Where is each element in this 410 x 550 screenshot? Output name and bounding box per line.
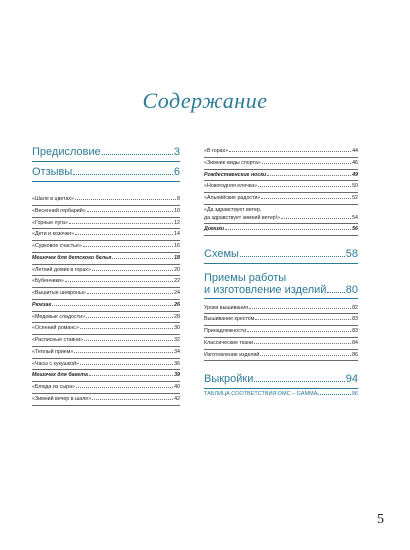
toc-item[interactable] <box>204 146 358 158</box>
dot-leader <box>80 328 173 329</box>
dot-leader <box>261 198 351 199</box>
item-page: 50 <box>352 183 358 190</box>
item-page: 40 <box>174 384 180 390</box>
item-label: «Расписные ставни» <box>32 337 84 343</box>
item-page: 44 <box>352 148 358 154</box>
dot-leader <box>83 246 173 247</box>
item-page: 30 <box>174 325 180 332</box>
item-label: «Зимний вечер в шале» <box>32 395 92 402</box>
item-page: 86 <box>352 351 358 358</box>
section-page: 3 <box>173 146 180 158</box>
item-page: 18 <box>174 254 180 261</box>
toc-item[interactable] <box>32 335 180 347</box>
dot-leader <box>80 364 173 365</box>
toc-item[interactable] <box>204 350 358 362</box>
dot-leader <box>112 258 173 259</box>
dot-leader <box>249 308 351 309</box>
section-rule <box>204 388 358 389</box>
toc-item-wind[interactable] <box>204 205 358 224</box>
item-page: 82 <box>352 304 358 311</box>
item-label-line1: «Да здравствует ветер, <box>204 206 262 213</box>
item-page: 39 <box>174 372 180 379</box>
section-label: Предисловие <box>32 146 101 158</box>
toc-item[interactable] <box>204 158 358 170</box>
item-page: 22 <box>174 278 180 285</box>
item-page: 83 <box>352 328 358 334</box>
item-label: ТАБЛИЦА СООТВЕТСТВИЯ DMC – GAMMA <box>204 391 318 398</box>
item-page: 10 <box>174 207 180 214</box>
item-page: 12 <box>174 219 180 226</box>
toc-item[interactable] <box>32 394 180 406</box>
dot-leader <box>240 256 345 257</box>
dot-leader <box>327 292 344 293</box>
item-page: 36 <box>174 360 180 367</box>
toc-item[interactable] <box>32 323 180 335</box>
toc-item[interactable] <box>32 265 180 277</box>
item-label: Принадлежности <box>204 328 247 334</box>
item-label: «Сурковое счастье» <box>32 243 82 249</box>
dot-leader <box>254 343 351 344</box>
dot-leader <box>229 151 351 152</box>
dot-leader <box>258 186 351 187</box>
item-page: 52 <box>352 195 358 201</box>
toc-item[interactable] <box>204 181 358 193</box>
dot-leader <box>69 223 173 224</box>
dot-leader <box>87 293 173 294</box>
item-label: «Осенний романс» <box>32 325 79 332</box>
item-label: «Теплый прием» <box>32 348 74 355</box>
dot-leader <box>262 163 351 164</box>
dot-leader <box>254 381 344 382</box>
toc-item[interactable] <box>204 193 358 205</box>
dot-leader <box>260 355 351 356</box>
item-page: 20 <box>174 266 180 273</box>
dot-leader <box>76 387 173 388</box>
dot-leader <box>247 331 351 332</box>
section-label: Выкройки <box>204 373 254 386</box>
toc-item[interactable] <box>32 218 180 230</box>
toc-right-column <box>204 146 358 399</box>
item-label: «Летний домик в горах» <box>32 266 91 273</box>
dot-leader <box>255 319 351 320</box>
item-label: Рождественские носки <box>204 171 267 178</box>
dot-leader <box>225 229 351 230</box>
page-number: 5 <box>377 512 384 527</box>
item-page: 96 <box>351 391 358 398</box>
dot-leader <box>89 375 173 376</box>
section-page: 80 <box>345 283 358 296</box>
item-label: Классические ткани <box>204 339 254 346</box>
toc-left-items <box>32 194 180 406</box>
item-page: 16 <box>174 243 180 249</box>
dot-leader <box>75 199 176 200</box>
toc-item[interactable] <box>32 347 180 359</box>
dot-leader <box>73 174 173 175</box>
item-page: 84 <box>352 339 358 346</box>
section-label: Схемы <box>204 247 239 260</box>
item-label: «Бубенчики» <box>32 278 64 285</box>
item-page: 56 <box>352 225 358 232</box>
dot-leader <box>65 281 173 282</box>
toc-section-reviews[interactable] <box>32 166 180 179</box>
item-page: 32 <box>174 337 180 343</box>
dot-leader <box>87 211 173 212</box>
toc-section-preface[interactable] <box>32 146 180 159</box>
toc-section-schemes[interactable] <box>204 248 358 261</box>
item-label: «Горные луга» <box>32 219 68 226</box>
item-page: 24 <box>174 290 180 296</box>
item-page: 54 <box>352 214 358 221</box>
section-label: Отзывы <box>32 166 73 178</box>
item-page: 26 <box>174 301 180 308</box>
section-page: 58 <box>345 247 358 260</box>
toc-item[interactable] <box>32 194 180 206</box>
section-label-line2: и изготовление изделий <box>204 283 327 296</box>
item-label: «Часы с кукушкой» <box>32 360 79 367</box>
item-label: Уроки вышивания <box>204 304 249 311</box>
toc-section-methods[interactable] <box>204 272 358 296</box>
toc-item[interactable] <box>32 382 180 394</box>
toc-item[interactable] <box>32 370 180 382</box>
toc-item-houses[interactable] <box>204 224 358 236</box>
page-title: Содержание <box>142 88 268 113</box>
item-page: 28 <box>174 313 180 320</box>
item-label: «Медовые сладости» <box>32 313 86 320</box>
dot-leader <box>92 270 173 271</box>
toc-section-patterns[interactable] <box>204 373 358 386</box>
toc-item[interactable] <box>32 288 180 300</box>
toc-item[interactable] <box>204 314 358 326</box>
toc-left-column <box>32 146 180 406</box>
toc-item[interactable] <box>32 276 180 288</box>
dot-leader <box>84 340 173 341</box>
toc-method-items <box>204 303 358 362</box>
dot-leader <box>281 218 351 219</box>
section-page: 94 <box>345 373 358 386</box>
item-label: Рюкзак <box>32 301 52 308</box>
toc-item-table[interactable] <box>204 390 358 399</box>
item-label: Мешочек для багета <box>32 372 88 379</box>
section-page: 6 <box>173 166 180 178</box>
dot-leader <box>86 317 173 318</box>
item-label: «Новогодняя елочка» <box>204 183 258 190</box>
item-label: «Весенний гербарий» <box>32 207 86 214</box>
item-page: 8 <box>177 196 180 202</box>
toc-item[interactable] <box>32 300 180 312</box>
item-label: Домики <box>204 225 225 232</box>
toc-item[interactable] <box>32 359 180 371</box>
toc-item[interactable] <box>204 170 358 182</box>
section-label-line1: Приемы работы <box>204 271 287 284</box>
dot-leader <box>267 175 351 176</box>
item-label: «Вышитые шевроны» <box>32 290 86 296</box>
toc-item[interactable] <box>32 253 180 265</box>
item-label: Мешочек для детского белья <box>32 254 112 261</box>
dot-leader <box>52 305 173 306</box>
dot-leader <box>102 154 173 155</box>
item-label: Изготовление изделий <box>204 351 260 358</box>
dot-leader <box>92 399 173 400</box>
toc-item[interactable] <box>32 206 180 218</box>
item-label: «Зимние виды спорта» <box>204 159 261 166</box>
toc-item[interactable] <box>204 303 358 315</box>
toc-item[interactable] <box>32 312 180 324</box>
toc-item[interactable] <box>32 229 180 241</box>
item-label: «Шале в цветах» <box>32 196 75 202</box>
item-label: «Дети и козочки» <box>32 231 75 238</box>
dot-leader <box>74 352 173 353</box>
item-label: «В горах» <box>204 148 229 154</box>
toc-right-items <box>204 146 358 205</box>
toc-item[interactable] <box>32 241 180 253</box>
item-label: «Альпийские радости» <box>204 195 261 201</box>
item-label: «Блюда из сыра» <box>32 384 75 390</box>
item-page: 42 <box>174 395 180 402</box>
item-page: 83 <box>352 316 358 323</box>
item-page: 14 <box>174 231 180 238</box>
item-label: Вышивание крестом <box>204 316 255 323</box>
toc-item[interactable] <box>204 338 358 350</box>
dot-leader <box>75 234 173 235</box>
item-page: 34 <box>174 348 180 355</box>
item-page: 46 <box>352 159 358 166</box>
dot-leader <box>318 394 350 395</box>
item-label-line2: да здравствует зимний ветер!» <box>204 214 281 221</box>
toc-item[interactable] <box>204 326 358 338</box>
item-page: 49 <box>352 171 358 178</box>
